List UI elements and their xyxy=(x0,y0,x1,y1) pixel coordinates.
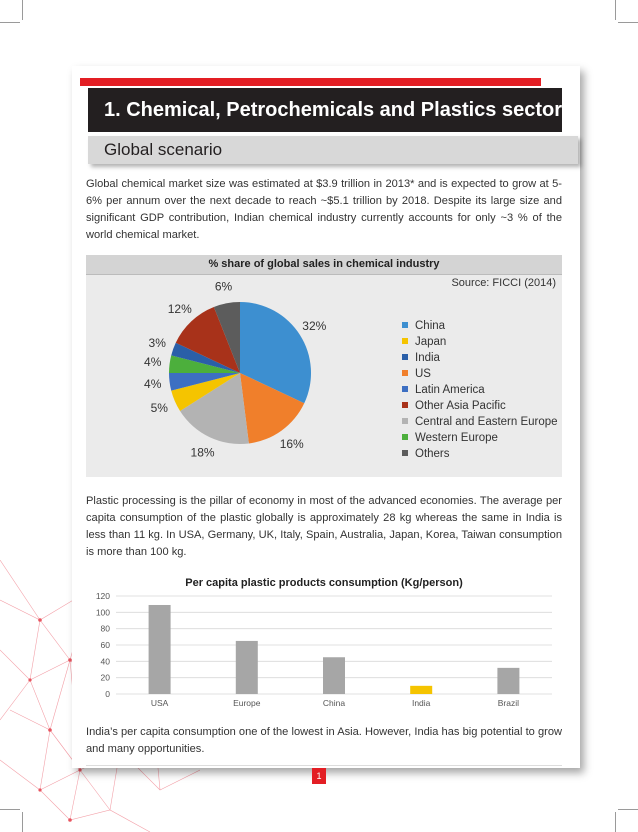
legend-label: Western Europe xyxy=(415,432,498,444)
plastics-paragraph: Plastic processing is the pillar of economy in most of the advanced economies. The average per capita consumption of the plastic globally is approximately 28 kg whereas the same in India is less than 11 kg. In USA, Germany, UK, Italy, Spain, Australia, Japan, Korea, Taiwan consumption is more than 100 kg. xyxy=(86,495,562,558)
crop-mark xyxy=(618,809,638,810)
legend-label: India xyxy=(415,352,440,364)
section-title: 1. Chemical, Petrochemicals and Plastics sector xyxy=(88,88,562,132)
bar-chart-title: Per capita plastic products consumption (Kg/person) xyxy=(185,577,463,589)
pie-data-label: 6% xyxy=(214,279,233,294)
x-tick-label: China xyxy=(322,698,346,708)
legend-label: China xyxy=(415,320,446,332)
bar-chart-panel xyxy=(86,568,562,718)
bar-india xyxy=(410,686,432,694)
y-tick-label: 40 xyxy=(100,656,110,667)
legend-swatch xyxy=(402,338,408,344)
bar-usa xyxy=(149,605,171,694)
y-tick-label: 0 xyxy=(105,689,110,699)
legend-label: Japan xyxy=(415,336,447,348)
pie-data-label: 16% xyxy=(279,437,304,452)
y-tick-label: 120 xyxy=(95,591,110,601)
crop-mark xyxy=(22,0,23,20)
pie-chart xyxy=(86,255,562,477)
section-subtitle: Global scenario xyxy=(88,136,578,164)
legend-swatch xyxy=(402,450,408,456)
x-tick-label: USA xyxy=(150,698,169,708)
y-tick-label: 60 xyxy=(100,640,110,650)
pie-data-label: 18% xyxy=(190,445,215,460)
accent-bar xyxy=(80,78,541,86)
legend-swatch xyxy=(402,434,408,440)
closing-paragraph: India’s per capita consumption one of the lowest in Asia. However, India has big potential to grow and many opportunities. xyxy=(86,726,562,755)
bar-chart xyxy=(86,568,562,718)
legend-swatch xyxy=(402,322,408,328)
pie-chart-title: % share of global sales in chemical industry xyxy=(86,255,562,275)
legend-swatch xyxy=(402,386,408,392)
crop-mark xyxy=(618,22,638,23)
pie-chart-panel xyxy=(86,255,562,477)
legend-swatch xyxy=(402,402,408,408)
bar-europe xyxy=(236,641,258,694)
legend-label: US xyxy=(415,368,431,380)
legend-label: Other Asia Pacific xyxy=(415,400,506,412)
x-tick-label: India xyxy=(411,698,431,708)
bar-china xyxy=(323,657,345,694)
legend-swatch xyxy=(402,418,408,424)
y-tick-label: 100 xyxy=(95,607,110,618)
pie-data-label: 5% xyxy=(150,400,168,415)
crop-mark xyxy=(0,22,20,23)
y-tick-label: 80 xyxy=(100,623,110,634)
legend-swatch xyxy=(402,370,408,376)
page-number: 1 xyxy=(312,768,326,784)
legend-label: Central and Eastern Europe xyxy=(415,416,558,428)
intro-paragraph: Global chemical market size was estimated at $3.9 trillion in 2013* and is expected to grow at 5-6% per annum over the next decade to reach ~$5.1 trillion by 2018. Despite its large size and significant GDP contribution, Indian chemical industry currently accounts for only ~3 % of the world chemical market. xyxy=(86,178,562,241)
chart-source: Source: FICCI (2014) xyxy=(451,277,556,289)
x-tick-label: Europe xyxy=(233,698,261,708)
pie-data-label: 4% xyxy=(144,377,162,392)
legend-label: Latin America xyxy=(415,384,485,396)
pie-data-label: 32% xyxy=(302,318,327,333)
crop-mark xyxy=(615,0,616,20)
bar-brazil xyxy=(497,668,519,694)
footer-divider xyxy=(86,765,562,766)
x-tick-label: Brazil xyxy=(497,698,520,708)
y-tick-label: 20 xyxy=(100,672,110,683)
pie-data-label: 3% xyxy=(148,336,166,351)
pie-data-label: 4% xyxy=(144,354,162,369)
crop-mark xyxy=(615,812,616,832)
pie-data-label: 12% xyxy=(167,301,192,316)
legend-label: Others xyxy=(415,448,450,460)
legend-swatch xyxy=(402,354,408,360)
